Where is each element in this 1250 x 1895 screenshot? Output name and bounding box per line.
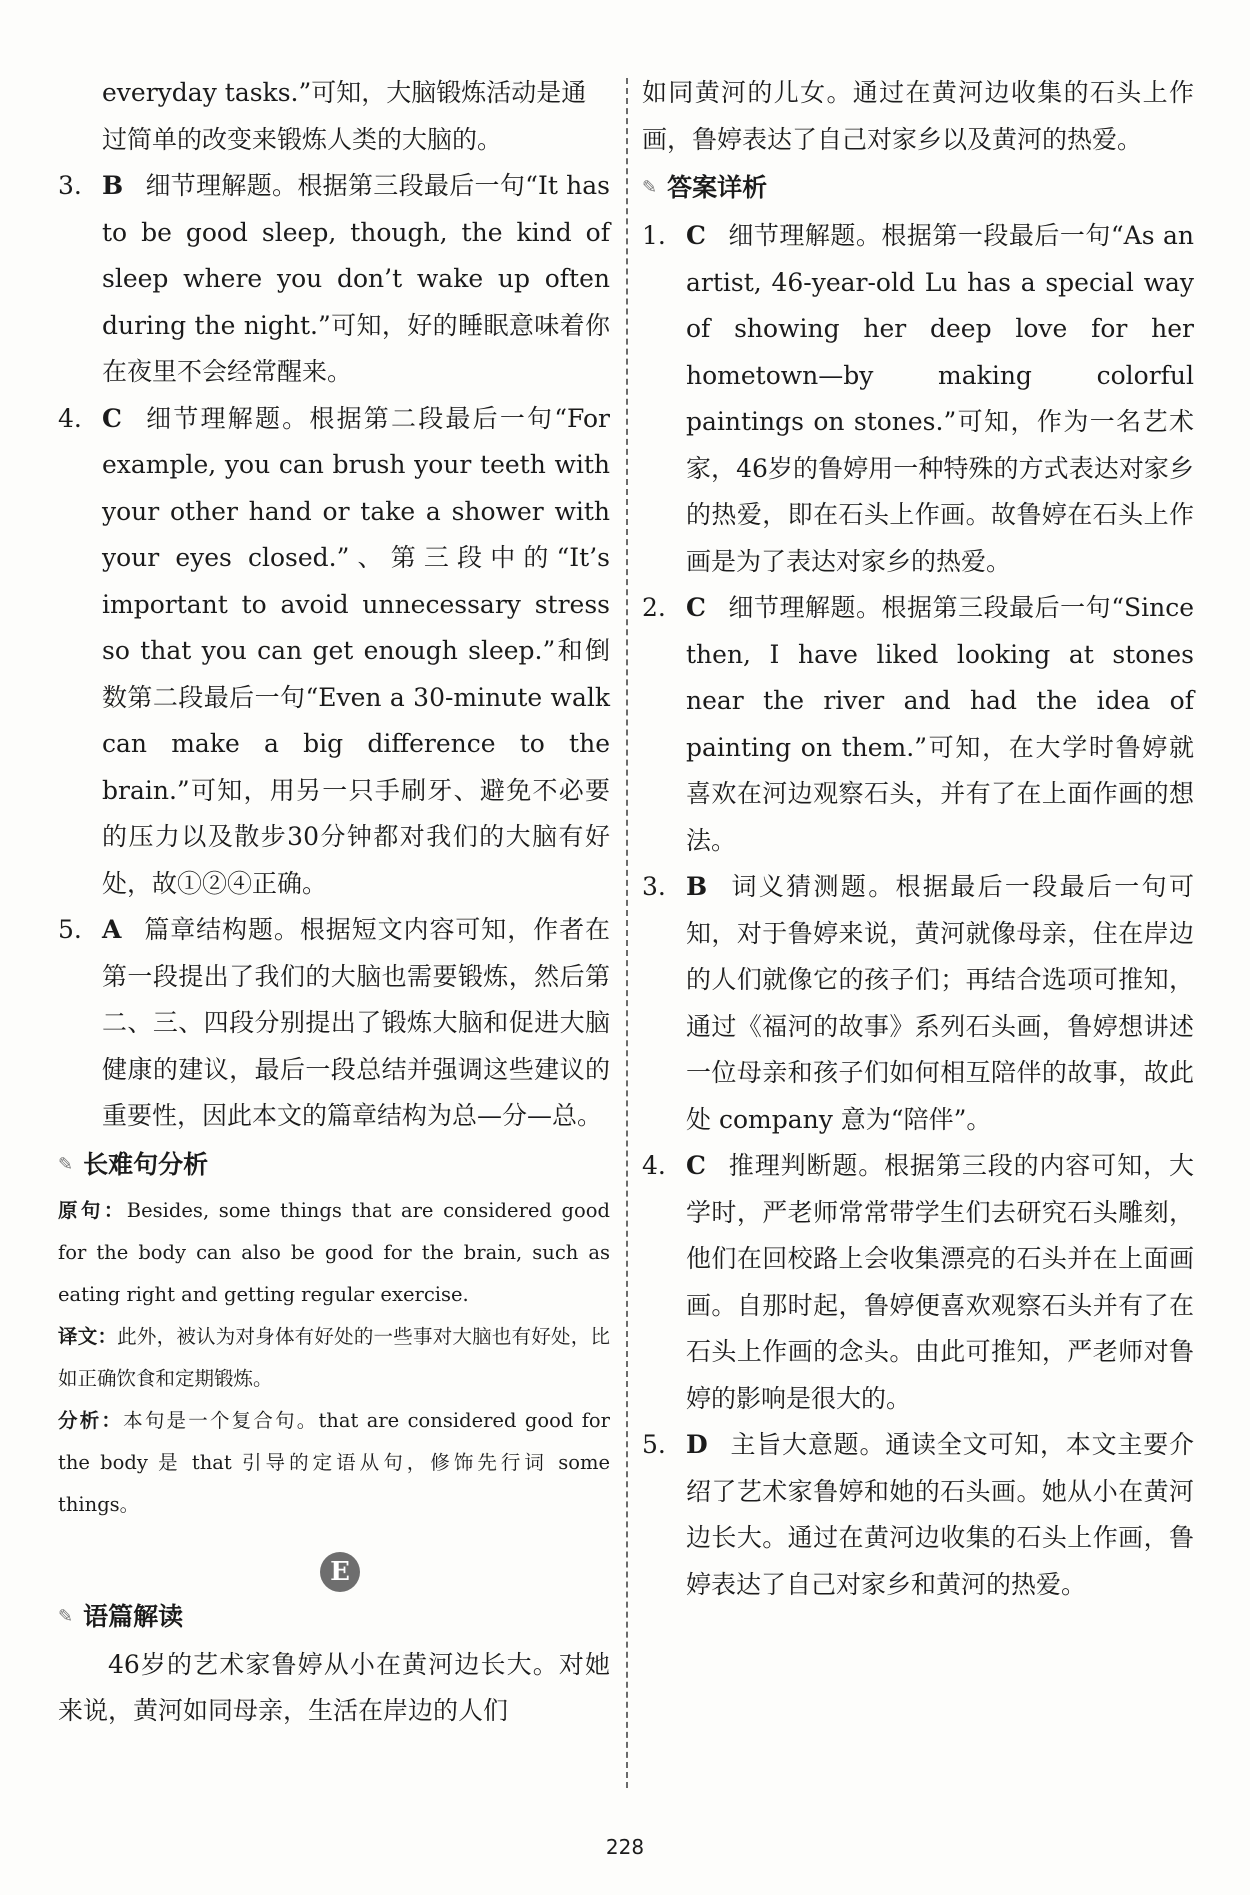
answer-explanation: 细节理解题。根据第二段最后一句“For example, you can brush your teeth with your other hand or take a shower with your eyes closed.”、第三段中的“It’s important to avoid unnecessary stress so that you can get enough sleep.”和倒数第二段最后一句“Even a 30-minute walk can make a big difference to the brain.”可知，用另一只手刷牙、避免不必要的压力以及散步30分钟都对我们的大脑有好处，故①②④正确。 (102, 403, 610, 898)
passage-summary: 46岁的艺术家鲁婷从小在黄河边长大。对她来说，黄河如同母亲，生活在岸边的人们 (58, 1649, 610, 1725)
section-title: 答案详析 (667, 173, 768, 202)
section-title: 长难句分析 (83, 1149, 209, 1179)
answer-item (642, 1143, 1194, 1422)
column-divider (626, 78, 628, 1788)
sentence-analysis (58, 1400, 610, 1526)
answer-letter: C (686, 221, 706, 250)
continued-answer (58, 70, 610, 163)
item-number: 3. (58, 171, 82, 200)
section-heading (58, 1594, 610, 1640)
answer-letter: C (686, 593, 706, 622)
item-number: 4. (642, 1151, 666, 1180)
label: 原句： (58, 1198, 127, 1222)
original-text: Besides, some things that are considered good for the body can also be good for the brain, such as eating right and getting regular exercise. (58, 1198, 610, 1306)
answer-letter: B (686, 872, 708, 901)
right-column (642, 70, 1194, 1608)
answer-explanation: 细节理解题。根据第一段最后一句“As an artist, 46-year-old Lu has a special way of showing her deep love for her hometown—by making colorful paintings on stones.”可知，作为一名艺术家，46岁的鲁婷用一种特殊的方式表达对家乡的热爱，即在石头上作画。故鲁婷在石头上作画是为了表达对家乡的热爱。 (686, 221, 1194, 576)
answer-explanation: 篇章结构题。根据短文内容可知，作者在第一段提出了我们的大脑也需要锻炼，然后第二、三、四段分别提出了锻炼大脑和促进大脑健康的建议，最后一段总结并强调这些建议的重要性，因此本文的篇章结构为总—分—总。 (102, 915, 610, 1130)
left-column (58, 70, 610, 1735)
answer-item (642, 864, 1194, 1143)
answer-item (642, 213, 1194, 585)
translation-text: 此外，被认为对身体有好处的一些事对大脑也有好处，比如正确饮食和定期锻炼。 (58, 1324, 610, 1390)
intro-line: everyday tasks.”可知，大脑锻炼活动是通 (102, 78, 587, 107)
page-number: 228 (605, 1835, 645, 1859)
answer-explanation: 主旨大意题。通读全文可知，本文主要介绍了艺术家鲁婷和她的石头画。她从小在黄河边长大。通过在黄河边收集的石头上作画，鲁婷表达了自己对家乡和黄河的热爱。 (686, 1430, 1194, 1599)
pencil-icon: ✎ (58, 1605, 74, 1627)
item-number: 2. (642, 593, 666, 622)
intro-line: 过简单的改变来锻炼人类的大脑的。 (102, 124, 503, 154)
item-number: 3. (642, 872, 666, 901)
answer-explanation: 细节理解题。根据第三段最后一句“It has to be good sleep, though, the kind of sleep where you don’t wake up often during the night.”可知，好的睡眠意味着你在夜里不会经常醒来。 (102, 171, 610, 386)
answer-item (58, 163, 610, 396)
passage-badge: E (320, 1552, 360, 1592)
answer-letter: D (686, 1430, 708, 1459)
passage-badge-row (58, 1552, 610, 1592)
original-sentence (58, 1190, 610, 1316)
answer-item (58, 396, 610, 908)
answer-item (642, 1422, 1194, 1608)
answer-letter: C (102, 403, 122, 433)
analysis-text: 本句是一个复合句。that are considered good for the body 是 that 引导的定语从句，修饰先行词 some things。 (58, 1408, 610, 1516)
answer-letter: C (686, 1151, 706, 1180)
label: 分析： (58, 1408, 124, 1432)
label: 译文： (58, 1324, 118, 1348)
item-number: 4. (58, 403, 82, 433)
answer-item (642, 585, 1194, 864)
item-number: 1. (642, 221, 666, 250)
pencil-icon: ✎ (642, 177, 658, 198)
section-heading (642, 165, 1194, 211)
answer-item (58, 907, 610, 1140)
item-number: 5. (642, 1430, 666, 1459)
answer-explanation: 词义猜测题。根据最后一段最后一句可知，对于鲁婷来说，黄河就像母亲，住在岸边的人们就像它的孩子们；再结合选项可推知，通过《福河的故事》系列石头画，鲁婷想讲述一位母亲和孩子们如何相互陪伴的故事，故此处 company 意为“陪伴”。 (686, 872, 1194, 1134)
section-heading (58, 1142, 610, 1188)
answer-letter: A (102, 915, 122, 944)
item-number: 5. (58, 915, 82, 944)
answer-explanation: 细节理解题。根据第三段最后一句“Since then, I have liked looking at stones near the river and had the idea of painting on them.”可知，在大学时鲁婷就喜欢在河边观察石头，并有了在上面作画的想法。 (686, 593, 1194, 855)
translation (58, 1316, 610, 1400)
answer-explanation: 推理判断题。根据第三段的内容可知，大学时，严老师常常带学生们去研究石头雕刻，他们在回校路上会收集漂亮的石头并在上面画画。自那时起，鲁婷便喜欢观察石头并有了在石头上作画的念头。由此可推知，严老师对鲁婷的影响是很大的。 (686, 1151, 1194, 1413)
pencil-icon: ✎ (58, 1153, 74, 1175)
passage-summary-continued: 如同黄河的儿女。通过在黄河边收集的石头上作画，鲁婷表达了自己对家乡以及黄河的热爱。 (642, 78, 1194, 154)
answer-letter: B (102, 171, 124, 200)
section-title: 语篇解读 (83, 1601, 184, 1631)
